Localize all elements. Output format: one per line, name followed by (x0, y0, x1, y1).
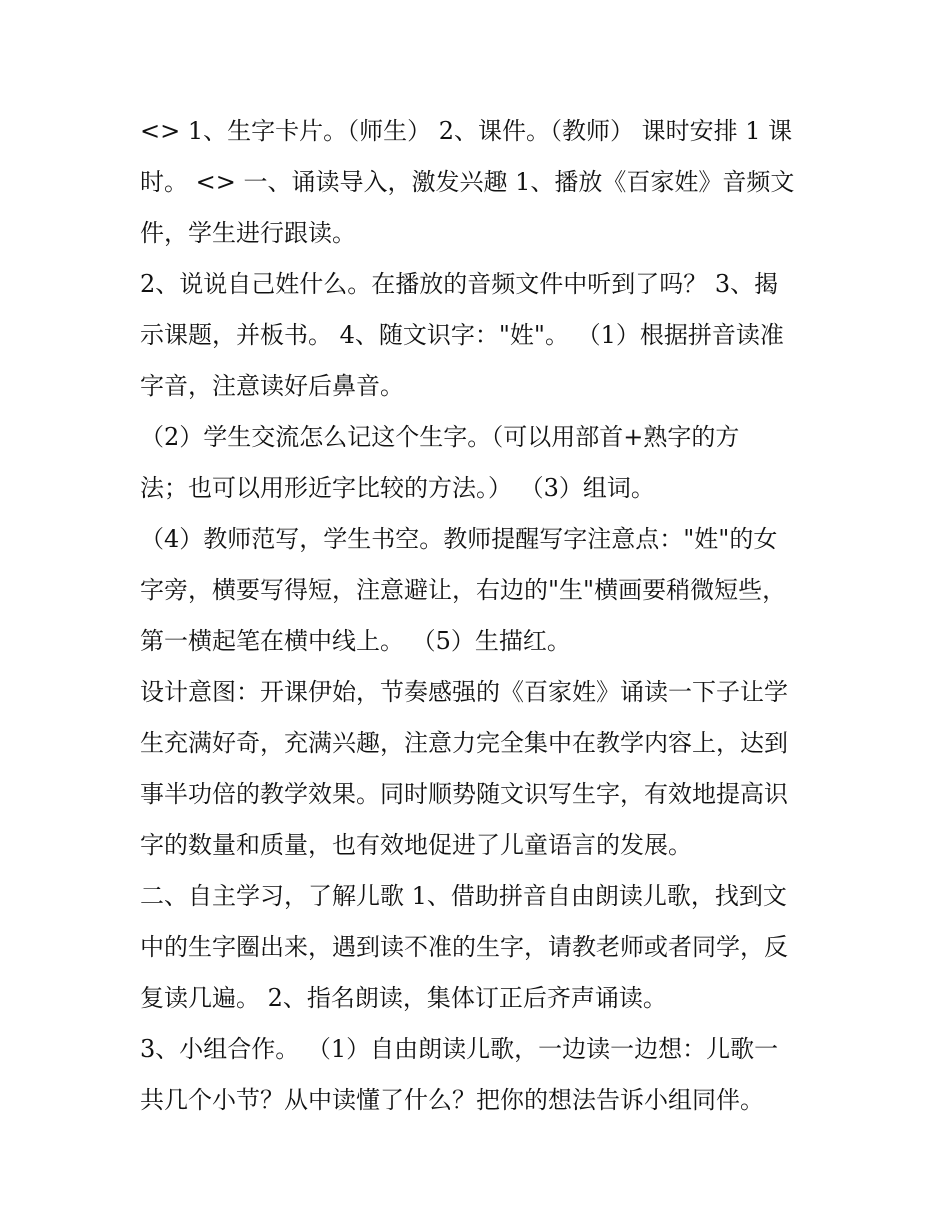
text-line: 字的数量和质量，也有效地促进了儿童语言的发展。 (140, 831, 692, 859)
text-line: （4）教师范写，学生书空。教师提醒写字注意点："姓"的女 (140, 525, 778, 553)
text-line: 生充满好奇，充满兴趣，注意力完全集中在教学内容上，达到 (140, 729, 788, 757)
text-line: 共几个小节？从中读懂了什么？把你的想法告诉小组同伴。 (140, 1086, 764, 1114)
paragraph (140, 412, 820, 514)
text-line: 复读几遍。 2、指名朗读，集体订正后齐声诵读。 (140, 984, 667, 1012)
paragraph (140, 871, 820, 1024)
text-line: 中的生字圈出来，遇到读不准的生字，请教老师或者同学，反 (140, 933, 788, 961)
text-line: 字旁，横要写得短，注意避让，右边的"生"横画要稍微短些， (140, 576, 787, 604)
text-line: 示课题，并板书。 4、随文识字："姓"。 （1）根据拼音读准 (140, 321, 784, 349)
text-line: 设计意图：开课伊始，节奏感强的《百家姓》诵读一下子让学 (140, 678, 788, 706)
text-line: 2、说说自己姓什么。在播放的音频文件中听到了吗？ 3、揭 (140, 270, 779, 298)
text-line: 件，学生进行跟读。 (140, 219, 356, 247)
text-line: 二、自主学习，了解儿歌 1、借助拼音自由朗读儿歌，找到文 (140, 882, 787, 910)
text-line: <> 1、生字卡片。（师生） 2、课件。（教师） 课时安排 1 课 (140, 117, 793, 145)
text-line: 法；也可以用形近字比较的方法。） （3）组词。 (140, 474, 655, 502)
text-line: 第一横起笔在横中线上。 （5）生描红。 (140, 627, 571, 655)
text-line: 事半功倍的教学效果。同时顺势随文识写生字，有效地提高识 (140, 780, 788, 808)
paragraph (140, 106, 820, 259)
text-line: 时。 <> 一、诵读导入，激发兴趣 1、播放《百家姓》音频文 (140, 168, 795, 196)
text-line: （2）学生交流怎么记这个生字。（可以用部首+熟字的方 (140, 423, 740, 451)
text-line: 3、小组合作。 （1）自由朗读儿歌，一边读一边想：儿歌一 (140, 1035, 779, 1063)
paragraph (140, 259, 820, 412)
text-line: 字音，注意读好后鼻音。 (140, 372, 404, 400)
paragraph (140, 667, 820, 871)
paragraph (140, 514, 820, 667)
document-body (140, 106, 820, 1126)
paragraph (140, 1024, 820, 1126)
